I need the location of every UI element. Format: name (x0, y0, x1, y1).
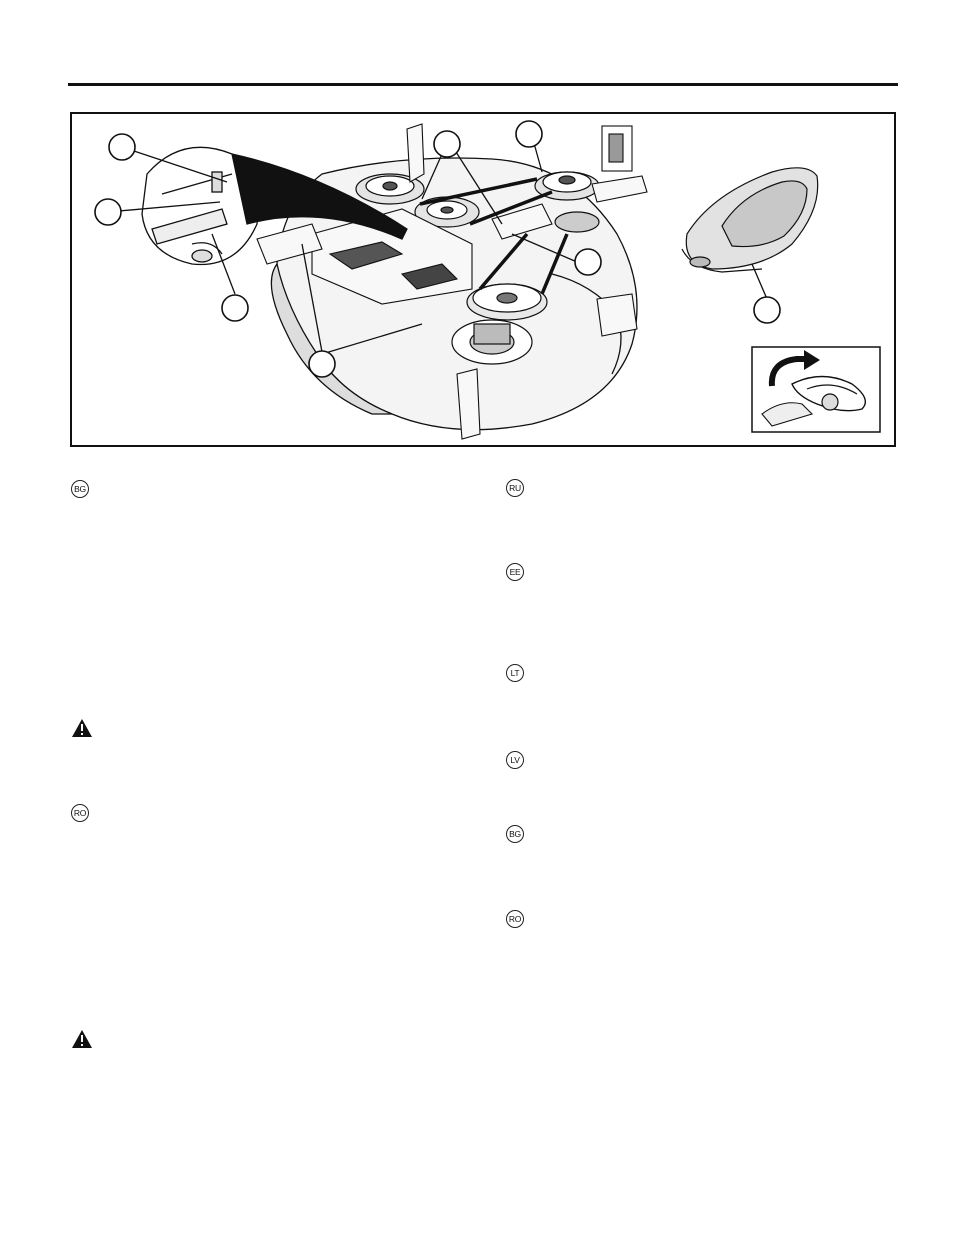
lang-badge-ru: RU (506, 479, 524, 497)
warning-triangle-icon (71, 718, 93, 738)
hairpin-clip-rotate-icon (752, 347, 880, 432)
lang-badge-ro: RO (71, 804, 89, 822)
figure-frame (70, 112, 896, 447)
belt-cover (682, 168, 818, 272)
lang-badge-ro-right: RO (506, 910, 524, 928)
lang-badge-ee: EE (506, 563, 524, 581)
lang-badge-lv: LV (506, 751, 524, 769)
lang-badge-bg-right: BG (506, 825, 524, 843)
deck-diagram (72, 114, 898, 449)
lang-badge-lt: LT (506, 664, 524, 682)
lang-badge-bg: BG (71, 480, 89, 498)
warning-triangle-icon (71, 1029, 93, 1049)
top-divider (68, 83, 898, 86)
